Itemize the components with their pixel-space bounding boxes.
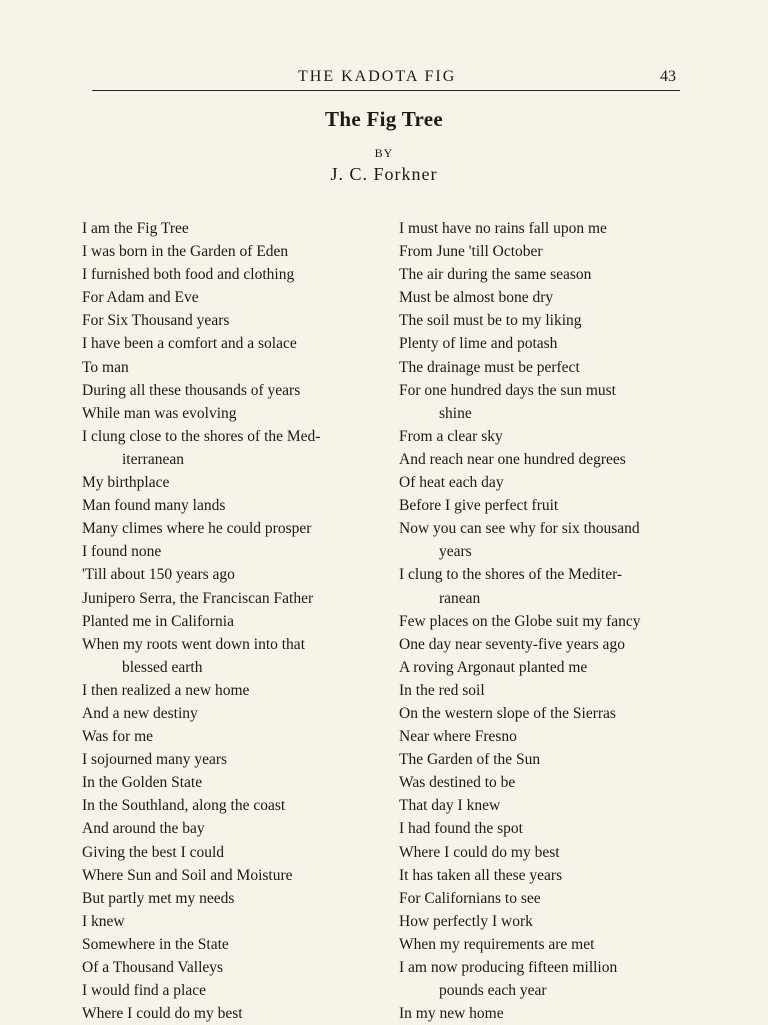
poem-line: Of a Thousand Valleys	[82, 959, 224, 976]
poem-line: It has taken all these years	[399, 866, 563, 884]
poem-line: One day near seventy-five years ago	[399, 635, 625, 653]
poem-line: 'Till about 150 years ago	[82, 566, 235, 584]
poem-line: When my roots went down into that	[82, 635, 305, 653]
running-title: THE KADOTA FIG	[298, 68, 457, 85]
poem-line: While man was evolving	[82, 404, 237, 422]
poem-line: Where I could do my best	[399, 843, 560, 861]
poem-right-column	[399, 217, 699, 1025]
poem-line: blessed earth	[122, 658, 203, 676]
poem-line: The drainage must be perfect	[399, 358, 580, 376]
poem-line: Of heat each day	[399, 474, 504, 492]
poem-line: And around the bay	[82, 820, 205, 838]
poem-line: Planted me in California	[82, 612, 234, 630]
poem-line: I was born in the Garden of Eden	[82, 243, 289, 261]
poem-line: Few places on the Globe suit my fancy	[399, 612, 641, 630]
poem-line: Now you can see why for six thousand	[399, 520, 640, 538]
poem-line: The air during the same season	[399, 266, 592, 284]
author-name: J. C. Forkner	[330, 164, 438, 184]
poem-line: From a clear sky	[399, 427, 503, 445]
poem-line: years	[439, 543, 472, 561]
poem-line: When my requirements are met	[399, 935, 595, 953]
poem-left-column	[82, 217, 382, 1025]
poem-line: And a new destiny	[82, 704, 198, 722]
poem-line: In my new home	[399, 1005, 504, 1023]
poem-line: I sojourned many years	[82, 751, 228, 769]
poem-line: For Adam and Eve	[82, 289, 199, 307]
poem-line: The soil must be to my liking	[399, 312, 582, 330]
poem-line: In the Southland, along the coast	[82, 797, 286, 815]
poem-line: I clung close to the shores of the Med-	[82, 427, 321, 445]
poem-line: ranean	[439, 589, 481, 607]
poem-line: Plenty of lime and potash	[399, 335, 558, 353]
poem-line: I would find a place	[82, 982, 206, 1000]
poem-line: Was destined to be	[399, 774, 516, 792]
poem-line: Must be almost bone dry	[399, 289, 554, 307]
poem-line: I found none	[82, 543, 162, 561]
poem-line: The Garden of the Sun	[399, 751, 541, 769]
poem-line: How perfectly I work	[399, 912, 533, 930]
poem-line: Giving the best I could	[82, 843, 225, 861]
poem-line: Man found many lands	[82, 497, 226, 515]
poem-line: Somewhere in the State	[82, 935, 229, 953]
poem-line: A roving Argonaut planted me	[399, 658, 588, 676]
poem-line: Near where Fresno	[399, 728, 517, 746]
poem-line: pounds each year	[439, 982, 547, 1000]
article-title: The Fig Tree	[325, 107, 443, 131]
poem-line: I have been a comfort and a solace	[82, 335, 297, 353]
poem-line: Where Sun and Soil and Moisture	[82, 866, 293, 884]
poem-line: For Six Thousand years	[82, 312, 230, 330]
poem-line: From June 'till October	[399, 243, 543, 261]
poem-line: Where I could do my best	[82, 1005, 243, 1023]
poem-line: Junipero Serra, the Franciscan Father	[82, 589, 314, 607]
poem-line: But partly met my needs	[82, 889, 235, 907]
poem-line: In the Golden State	[82, 774, 203, 792]
poem-line: For one hundred days the sun must	[399, 381, 616, 399]
poem-line: I furnished both food and clothing	[82, 266, 295, 284]
poem-line: I am the Fig Tree	[82, 220, 189, 237]
poem-line: Was for me	[82, 728, 154, 746]
page-number: 43	[660, 68, 676, 85]
poem-line: shine	[439, 404, 472, 422]
running-header	[92, 66, 680, 91]
poem-line: iterranean	[122, 450, 184, 468]
poem-line: I clung to the shores of the Mediter-	[399, 566, 623, 584]
poem-line: In the red soil	[399, 681, 485, 699]
poem-line: I am now producing fifteen million	[399, 959, 618, 976]
poem-line: Before I give perfect fruit	[399, 497, 559, 515]
poem-line: I must have no rains fall upon me	[399, 220, 607, 237]
poem-line: On the western slope of the Sierras	[399, 704, 616, 722]
poem-line: Many climes where he could prosper	[82, 520, 312, 538]
poem-line: And reach near one hundred degrees	[399, 450, 626, 468]
poem-line: I then realized a new home	[82, 681, 250, 699]
poem-line: I knew	[82, 912, 125, 930]
poem-line: During all these thousands of years	[82, 381, 301, 399]
poem-line: My birthplace	[82, 474, 170, 492]
poem-line: I had found the spot	[399, 820, 523, 838]
byline-label: BY	[374, 146, 394, 160]
poem-line: For Californians to see	[399, 889, 541, 907]
poem-line: That day I knew	[399, 797, 501, 815]
poem-line: To man	[82, 358, 129, 376]
